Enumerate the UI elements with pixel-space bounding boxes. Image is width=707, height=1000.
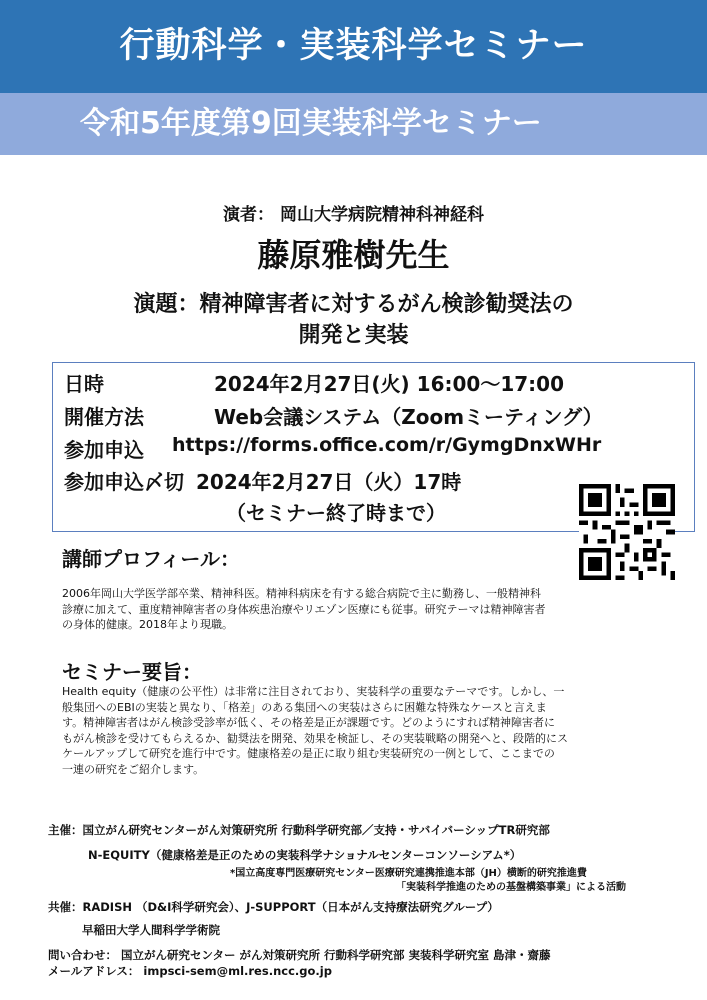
cohost-text: 共催：RADISH （D&I科学研究会）、J-SUPPORT（日本がん支持療法研究グループ）	[48, 900, 499, 914]
contact-text: 問い合わせ： 国立がん研究センター がん対策研究所 行動科学研究部 実装科学研究室 島津・齋藤	[48, 948, 551, 962]
summary-line: 般集団へのEBIの実装と異なり、「格差」のある集団への実装はさらに困難な特殊なケースと言えま	[62, 700, 547, 714]
deadline-label: 参加申込〆切	[64, 470, 184, 494]
header-subtitle: 令和5年度第9回実装科学セミナー	[0, 93, 707, 155]
summary-title: セミナー要旨：	[62, 660, 202, 684]
qr-code-icon[interactable]	[579, 484, 675, 580]
summary-line: もがん検診を受けてもらえるか、勧奨法を開発、効果を検証し、その実装戦略の開発へと、段階的にス	[62, 731, 568, 745]
cohost-waseda: 早稲田大学人間科学学術院	[82, 923, 220, 937]
profile-line: 2006年岡山大学医学部卒業、精神科医。精神科病床を有する総合病院で主に勤務し、一般精神科	[62, 587, 541, 600]
profile-text	[62, 586, 672, 633]
summary-line: ケールアップして研究を進行中です。健康格差の是正に取り組む実装研究の一例として、ここまでの	[62, 747, 555, 760]
deadline-note: （セミナー終了時まで）	[226, 501, 446, 525]
summary-line: 一連の研究をご紹介します。	[62, 762, 205, 776]
contact-email[interactable]: メールアドレス： impsci-sem@ml.res.ncc.go.jp	[48, 964, 332, 978]
nequity-text: N-EQUITY（健康格差是正のための実装科学ナショナルセンターコンソーシアム*）	[88, 848, 522, 862]
speaker-name: 藤原雅樹先生	[257, 236, 450, 274]
profile-title: 講師プロフィール：	[62, 547, 240, 571]
host-text: 主催：国立がん研究センターがん対策研究所 行動科学研究部／支持・サバイバーシップTR研究部	[48, 823, 550, 837]
date-label: 日時	[64, 372, 104, 396]
summary-line: す。精神障害者はがん検診受診率が低く、その格差是正が課題です。どのようにすれば精神障害者に	[62, 716, 556, 729]
talk-title-line1: 演題：精神障害者に対するがん検診勧奨法の	[133, 292, 574, 317]
jh-note-2: 「実装科学推進のための基盤構築事業」による活動	[396, 882, 626, 893]
summary-text	[62, 684, 672, 777]
talk-title-line2: 開発と実装	[298, 323, 409, 348]
jh-note: *国立高度専門医療研究センター医療研究連携推進本部（JH）横断的研究推進費	[230, 868, 587, 879]
profile-line: の身体的健康。2018年より現職。	[62, 618, 233, 631]
date-value: 2024年2月27日(火) 16:00～17:00	[214, 372, 564, 396]
header-title: 行動科学・実装科学セミナー	[0, 0, 707, 93]
deadline-value: 2024年2月27日（火）17時	[196, 470, 462, 494]
summary-line: Health equity（健康の公平性）は非常に注目されており、実装科学の重要なテーマです。しかし、一	[62, 685, 565, 698]
speaker-affiliation: 演者： 岡山大学病院精神科神経科	[223, 205, 484, 225]
method-label: 開催方法	[64, 405, 144, 429]
apply-link[interactable]: https://forms.office.com/r/GymgDnxWHr	[172, 434, 602, 456]
method-value: Web会議システム（Zoomミーティング）	[214, 405, 603, 429]
apply-label: 参加申込	[64, 438, 144, 462]
profile-line: 診療に加えて、重度精神障害者の身体疾患治療やリエゾン医療にも従事。研究テーマは精神障害者	[62, 602, 546, 616]
